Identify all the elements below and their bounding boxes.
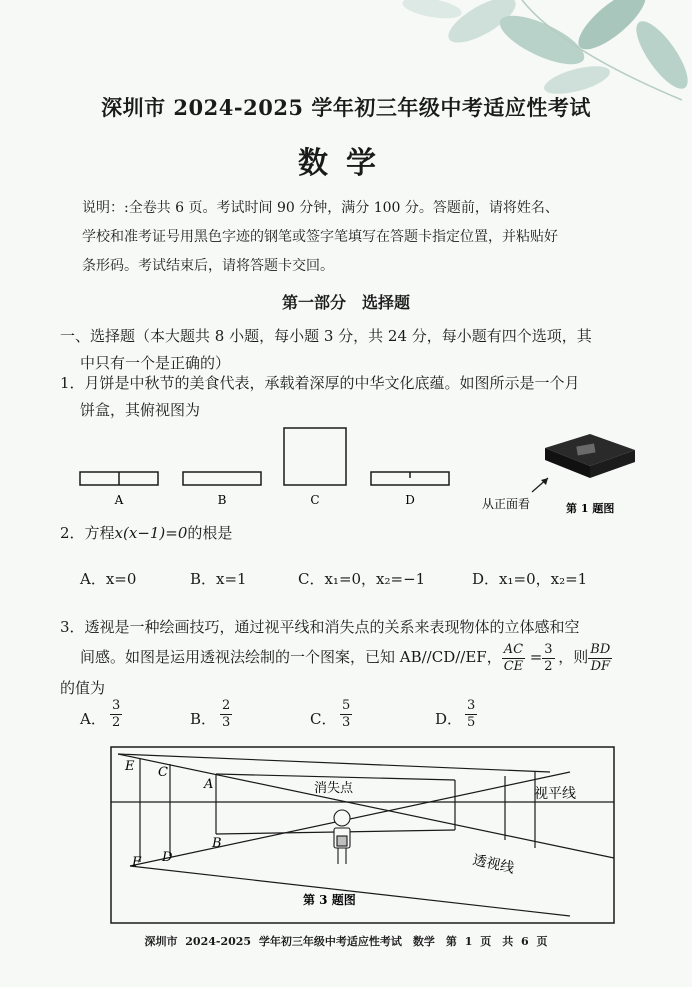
question-2-suffix: 的根是 [187, 524, 233, 542]
point-d-label: D [162, 850, 173, 865]
question-1-line: 1．月饼是中秋节的美食代表，承载着深厚的中华文化底蕴。如图所示是一个月 [60, 374, 580, 392]
fraction-ac-ce: $\frac{AC}{CE}$ [503, 642, 524, 674]
option-d-label: D [405, 493, 415, 507]
back-top-edge [216, 774, 455, 780]
horizon-line-label: 视平线 [534, 786, 576, 802]
section-one-line: 一、选择题（本大题共 8 小题，每小题 3 分，共 24 分，每小题有四个选项，其 [60, 327, 592, 345]
part-one-heading: 第一部分 选择题 [281, 293, 410, 312]
option-a-label: A [114, 493, 124, 507]
page-footer: 深圳市 2024-2025 学年初三年级中考适应性考试 数学 第 1 页 共 6 页 [144, 935, 548, 948]
question-3 [60, 612, 640, 703]
point-e-label: E [125, 759, 135, 774]
question-1-figure [70, 420, 640, 520]
question-3-line: 的值为 [60, 679, 106, 697]
question-2-equation: x(x−1)=0 [114, 524, 188, 542]
question-3-text: 间感。如图是运用透视法绘制的一个图案，已知 AB//CD//EF， [80, 648, 502, 666]
view-direction-label: 从正面看 [482, 497, 531, 511]
question-3-options: A． $\frac{3}{2}$ B． $\frac{2}{3}$ C． $\frac{5}{3}$ D． $\frac{3}{5}$ [80, 698, 476, 730]
vanishing-point-label: 消失点 [314, 781, 354, 796]
perspective-line-top-left [118, 754, 614, 858]
question-2-prefix: 2．方程 [60, 524, 115, 542]
question-1-line: 饼盒，其俯视图为 [80, 401, 201, 419]
point-a-label: A [204, 777, 214, 792]
question-2-option-c[interactable]: C．x₁=0，x₂=−1 [298, 570, 426, 588]
perspective-line-label: 透视线 [471, 852, 516, 877]
instructions-line: 条形码。考试结束后，请将答题卡交回。 [82, 258, 334, 274]
option-b-view [183, 472, 261, 485]
question-3-line: 3．透视是一种绘画技巧，通过视平线和消失点的关系来表现物体的立体感和空 [60, 618, 580, 636]
question-2-option-b[interactable]: B．x=1 [190, 570, 247, 588]
exam-title: 深圳市 2024-2025 学年初三年级中考适应性考试 [101, 95, 591, 120]
fraction-given: $\frac{3}{2}$ [544, 642, 553, 674]
section-one-heading [60, 323, 640, 377]
point-b-label: B [212, 836, 222, 851]
instructions-line: 学校和准考证号用黑色字迹的钢笔或签字笔填写在答题卡指定位置，并粘贴好 [82, 229, 558, 245]
then-text: ，则 [558, 648, 589, 666]
figure-3-caption: 第 3 题图 [303, 893, 356, 907]
question-3-figure [110, 746, 615, 926]
fraction-bd-df: $\frac{BD}{DF}$ [590, 642, 611, 674]
question-1 [60, 370, 640, 424]
section-one-line: 中只有一个是正确的） [80, 354, 231, 372]
equals-sign: = [529, 648, 543, 666]
mooncake-box-image [545, 434, 635, 478]
option-b-label: B [217, 493, 227, 507]
point-c-label: C [158, 765, 168, 780]
subject-title: 数学 [298, 146, 394, 181]
question-2-option-d[interactable]: D．x₁=0，x₂=1 [472, 570, 588, 588]
top-edge-line [118, 754, 550, 772]
option-c-label: C [310, 493, 320, 507]
point-f-label: F [132, 855, 142, 870]
question-3-line [60, 642, 640, 673]
instructions-line: 说明：:全卷共 6 页。考试时间 90 分钟，满分 100 分。答题前，请将姓名、 [82, 200, 559, 216]
figure-1-caption: 第 1 题图 [566, 502, 615, 515]
option-c-view [284, 428, 346, 485]
child-figure [334, 810, 350, 864]
question-2 [60, 522, 232, 543]
figure-3-frame [111, 747, 614, 923]
question-2-option-a[interactable]: A．x=0 [80, 570, 137, 588]
instructions [82, 194, 642, 281]
